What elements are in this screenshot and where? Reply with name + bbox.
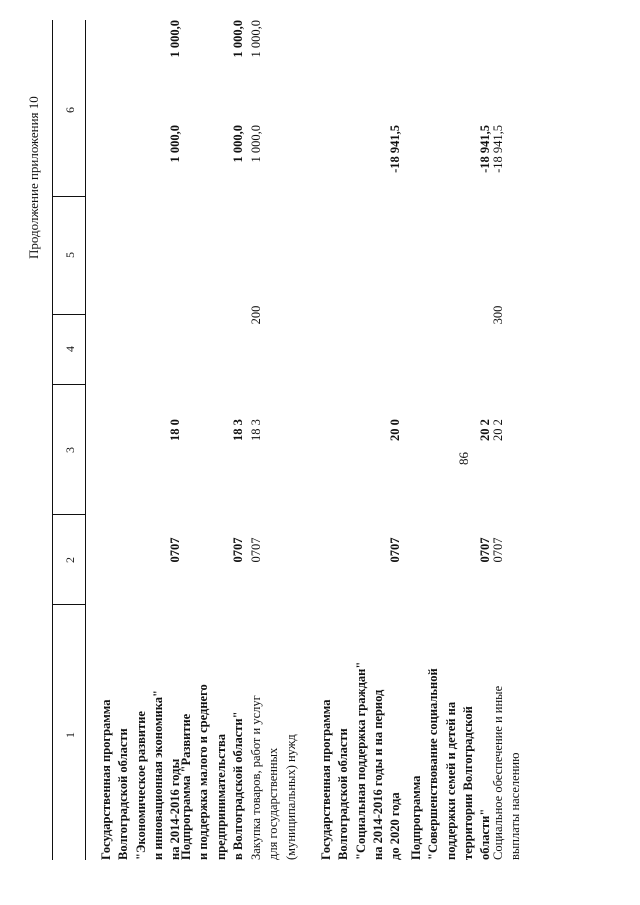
cell-target: 20 0 <box>388 419 403 441</box>
description-line: территории Волгоградской <box>460 706 475 860</box>
cell-code: 0707 <box>230 537 245 563</box>
cell-v6: 1 000,0 <box>168 20 183 58</box>
cell-code: 0707 <box>249 537 263 563</box>
column-divider <box>52 314 86 315</box>
column-divider <box>52 384 86 385</box>
description-line: до 2020 года <box>388 792 403 860</box>
cell-v6: 1 000,0 <box>230 20 245 58</box>
cell-code: 0707 <box>491 537 505 563</box>
description-line: в Волгоградской области" <box>230 711 245 860</box>
description-line: на 2014-2016 годы <box>168 758 183 860</box>
cell-target: 20 2 <box>478 419 493 441</box>
description-line: "Социальная поддержка граждан" <box>353 661 368 860</box>
description-line: для государственных <box>266 747 281 860</box>
cell-type: 200 <box>249 305 263 325</box>
cell-v5: -18 941,5 <box>491 125 505 173</box>
row-description <box>248 610 300 860</box>
cell-v5: -18 941,5 <box>388 125 403 173</box>
cell-code: 0707 <box>478 537 493 563</box>
column-divider <box>52 196 86 197</box>
description-line: Социальное обеспечение и иные <box>491 685 505 860</box>
description-line: Государственная программа <box>99 699 113 860</box>
cell-v5: 1 000,0 <box>249 125 263 163</box>
row-description <box>490 610 525 860</box>
description-line: Волгоградской области <box>116 728 131 860</box>
row-description <box>408 610 494 860</box>
description-line: Государственная программа <box>319 699 333 860</box>
header-bottom-border <box>85 20 86 860</box>
page-number: 86 <box>456 452 471 465</box>
row-description <box>318 610 404 860</box>
description-line: области" <box>478 808 493 860</box>
description-line: и инновационная экономика" <box>150 690 165 860</box>
description-line: поддержки семей и детей на <box>443 701 458 860</box>
cell-target: 18 0 <box>168 419 183 441</box>
description-line: Подпрограмма "Развитие <box>179 713 193 860</box>
cell-type: 300 <box>491 305 505 325</box>
description-line: и поддержка малого и среднего <box>196 684 211 860</box>
cell-target: 20 2 <box>491 419 505 441</box>
cell-code: 0707 <box>388 537 403 563</box>
description-line: выплаты населению <box>508 752 523 860</box>
row-description <box>98 610 184 860</box>
cell-target: 18 3 <box>249 419 263 441</box>
description-line: "Экономическое развитие <box>133 711 148 860</box>
header-col-1: 1 <box>63 732 77 738</box>
column-divider <box>52 514 86 515</box>
column-divider <box>52 604 86 605</box>
header-col-3: 3 <box>63 447 77 453</box>
cell-target: 18 3 <box>230 419 245 441</box>
cell-code: 0707 <box>168 537 183 563</box>
cell-v5: -18 941,5 <box>478 125 493 173</box>
cell-v5: 1 000,0 <box>168 125 183 163</box>
description-line: Подпрограмма <box>409 775 423 860</box>
description-line: предпринимательства <box>213 734 228 860</box>
description-line: Волгоградской области <box>336 728 351 860</box>
header-col-5: 5 <box>63 252 77 258</box>
description-line: (муниципальных) нужд <box>283 734 298 860</box>
continuation-note: Продолжение приложения 10 <box>26 96 41 259</box>
cell-v5: 1 000,0 <box>230 125 245 163</box>
description-line: "Совершенствование социальной <box>426 668 441 860</box>
cell-v6: 1 000,0 <box>249 20 263 58</box>
header-col-2: 2 <box>63 557 77 563</box>
description-line: на 2014-2016 годы и на период <box>370 689 385 860</box>
description-line: Закупка товаров, работ и услуг <box>249 695 263 860</box>
table-top-border <box>52 20 53 860</box>
header-col-4: 4 <box>63 346 77 352</box>
header-col-6: 6 <box>63 107 77 113</box>
row-description <box>178 610 247 860</box>
